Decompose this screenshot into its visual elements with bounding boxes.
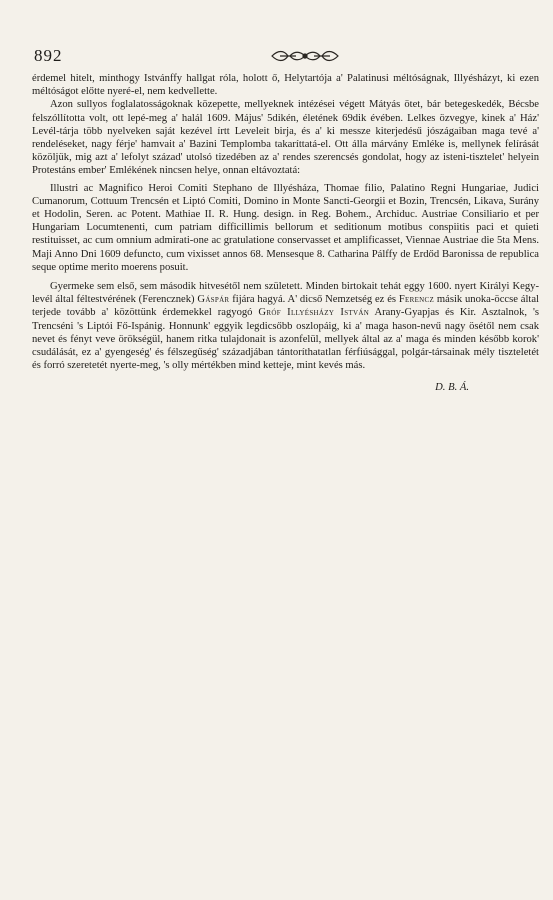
decorative-flourish-icon (268, 48, 342, 64)
signature: D. B. Á. (435, 382, 469, 394)
name-gaspar: Gáspár (197, 294, 230, 306)
page-header (32, 38, 539, 72)
paragraph-3-mid-1: fijára hagyá. A' dicső Nemzetség ez és (229, 294, 399, 306)
paragraph-1: érdemel hitelt, minthogy Istvánffy hallgat róla, holott ő, Helytartója a' Palatinusi méltóságnak, Illyésházyt, ki ezen méltóságot előtte nyeré-el, nem kedvellette. (32, 73, 539, 98)
paragraph-3-intro: Gyermeke sem első, sem második hitvesétől nem született. Minden birtokait tehát eggy 1600. nyert Királyi Kegy-levél által féltestvérének (Ferencznek) (32, 281, 539, 306)
name-illyeshazy-istvan: Gróf Illyésházy István (258, 307, 370, 319)
paragraph-2: Azon sullyos foglalatosságoknak közepette, mellyeknek intézései végett Mátyás ötet, bár betegeskedék, Bécsbe felszóllította volt, ott lepé-meg a' halál 1609. Május' 5dikén, életének 69dik évében. Lelkes özvegye, kinek a' Ház' Levél-tárja több nyelveken saját kezével írtt Leveleit birja, és a' ki messze kiterjedésű jószágaiban maga tevé a' rendeléseket, nagy férje' hamvait a' Bazini Templomba takaríttatá-el. Ott álla márvány Emléke is, mellynek felírását közöljük, mig azt a' lefolyt század' utolsó tizedében az a' rendes szerencsés gondolat, hogy az isteni-tisztelet' helyein Protestáns ember' Emlékének nincsen helye, onnan eltávoztatá: (32, 99, 539, 177)
latin-inscription: Illustri ac Magnifico Heroi Comiti Stephano de Illyésháza, Thomae filio, Palatino Regni Hungariae, Judici Cumanorum, Cottuum Trencsén et Liptó Comiti, Domino in Monte Sancti-Georgii et Bozin, Trencsén, Likava, Surány et Hodolin, Seren. ac Potent. Mathiae II. R. Hung. design. in Reg. Bohem., Archiduc. Austriae Consiliario et per Hungariam Locumtenenti, cum patriam difficillimis bellorum et seditionum motibus conspiitis paci et quieti restituisset, ac cum omnium admirati-one ac gratulatione conservasset et amplificasset, Viennae Austriae die 5ta Mens. Maji Anno Dni 1609 defuncto, cum vixisset annos 68. Mensesque 8. Catharina Pálffy de Erdőd Baronissa de republica seque optime merito moerens posuit. (32, 182, 539, 273)
paragraph-3-mid-2: másik unoka-öccse által terjede tovább a' közöttünk érdemekkel ragyogó (32, 294, 539, 319)
name-ferencz: Ferencz (398, 294, 435, 306)
paragraph-3-end: Arany-Gyapjas és Kir. Asztalnok, 's Trencséni 's Liptói Fő-Ispánig. Honnunk' eggyik legdicsőbb oszlopáig, ki a' maga hason-nevű nagy ösétől nem csak nevet és fényt veve örökségül, hanem ritka tulajdonait is azonfelül, mellyek által az a' maga és minden később korok' csudálását, ez a' gyengeség' és félszegűség' századjában tántoríthatatlan férfiúsággal, polgár-társainak mély tiszteletét és forró szeretetét nyerte-meg, 's olly mértékben mind ketteje, mint kevés más. (32, 307, 539, 372)
body-text (32, 72, 539, 372)
paragraph-3 (32, 280, 539, 372)
page-number: 892 (34, 46, 63, 65)
